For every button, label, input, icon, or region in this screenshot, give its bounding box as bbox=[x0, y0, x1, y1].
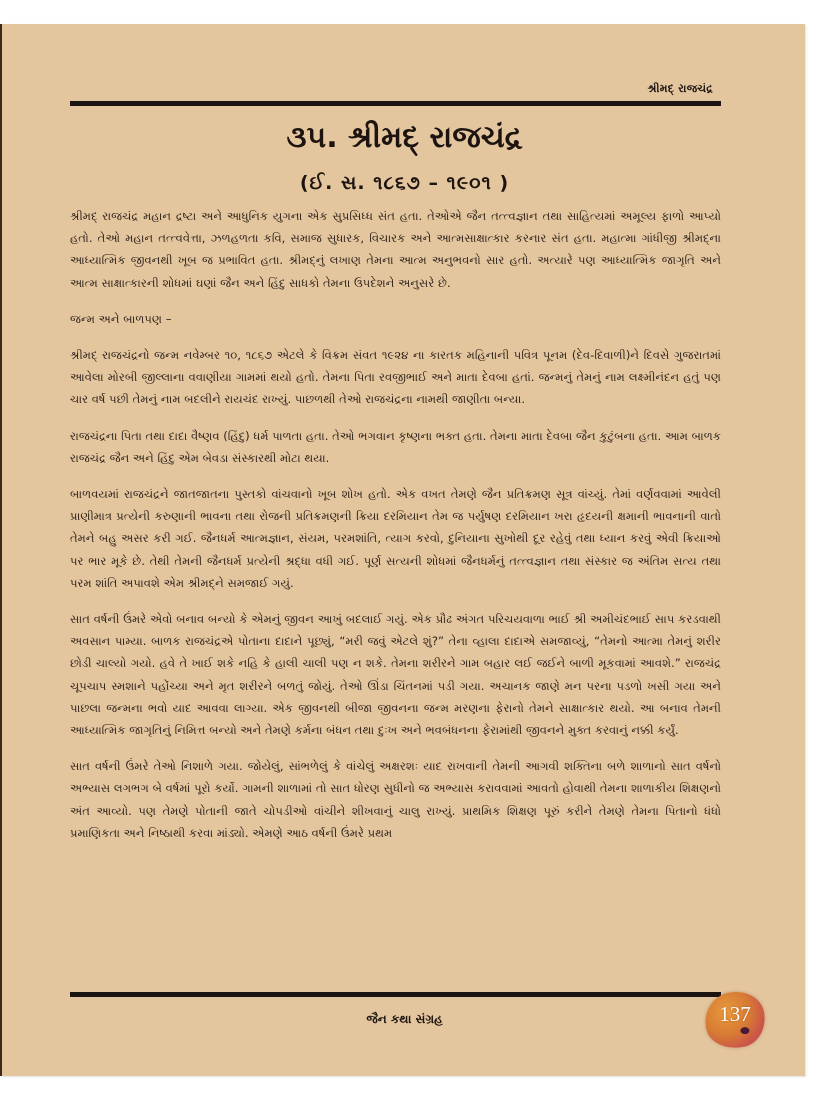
chapter-dates: (ઈ. સ. ૧૮૬૭ – ૧૯૦૧ ) bbox=[299, 172, 510, 194]
paragraph: સાત વર્ષની ઉંમરે એવો બનાવ બન્યો કે એમનું જીવન આખું બદલાઈ ગયું. એક પ્રૌઢ અંગત પરિચયવાળા ભાઈ શ્રી અમીચંદભાઈ સાપ કરડવાથી અવસાન પામ્યા. બાળક રાજચંદ્રએ પોતાના દાદાને પૂછ્યું, “મરી જવું એટલે શું?” તેના વ્હાલા દાદાએ સમજાવ્યું, “તેમનો આત્મા તેમનું શરીર છોડી ચાલ્યો ગયો. હવે તે ખાઈ શકે નહિ કે હાલી ચાલી પણ ન શકે. તેમના શરીરને ગામ બહાર લઈ જઈને બાળી મૂકવામાં આવશે.” રાજચંદ્ર ચૂપચાપ સ્મશાને પહોંચ્યા અને મૃત શરીરને બળતું જોયું. તેઓ ઊંડા ચિંતનમાં પડી ગયા. અચાનક જાણે મન પરના પડળો ખસી ગયા અને પાછલા જન્મના ભવો યાદ આવવા લાગ્યા. એક જીવનથી બીજા જીવનના જન્મ મરણના ફેરાનો તેમને સાક્ષાત્કાર થયો. આ બનાવ તેમની આધ્યાત્મિક જાગૃતિનું નિમિત્ત બન્યો અને તેમણે કર્મના બંધન તથા દુઃખ અને ભવબંધનના ફેરામાંથી જીવનને મુક્ત કરવાનું નક્કી કર્યું. bbox=[70, 612, 721, 738]
paragraph: સાત વર્ષની ઉંમરે તેઓ નિશાળે ગયા. જોયેલું, સાંભળેલું કે વાંચેલું અક્ષરશઃ યાદ રાખવાની તેમની આગવી શક્તિના બળે શાળાનો સાત વર્ષનો અભ્યાસ લગભગ બે વર્ષમાં પૂરો કર્યો. ગામની શાળામાં તો સાત ધોરણ સુધીનો જ અભ્યાસ કરાવવામાં આવતો હોવાથી તેમના શાળાકીય શિક્ષણનો અંત આવ્યો. પણ તેમણે પોતાની જાતે ચોપડીઓ વાંચીને શીખવાનું ચાલુ રાખ્યું. પ્રાથમિક શિક્ષણ પૂરું કરીને તેમણે તેમના પિતાનો ધંધો પ્રમાણિકતા અને નિષ્ઠાથી કરવા માંડ્યો. એમણે આઠ વર્ષની ઉંમરે પ્રથમ bbox=[70, 759, 721, 840]
footer-rule bbox=[70, 992, 721, 997]
running-header-title: શ્રીમદ્ રાજચંદ્ર bbox=[647, 82, 713, 95]
paragraph: રાજચંદ્રના પિતા તથા દાદા વૈષ્ણવ (હિંદુ) ધર્મ પાળતા હતા. તેઓ ભગવાન કૃષ્ણના ભક્ત હતા. તેમના માતા દેવબા જૈન કુટુંબના હતા. આમ બાળક રાજચંદ્ર જૈન અને હિંદુ એમ બેવડા સંસ્કારથી મોટા થયા. bbox=[70, 428, 721, 465]
book-page bbox=[0, 24, 805, 1076]
intro-paragraph: શ્રીમદ્ રાજચંદ્ર મહાન દ્રષ્ટા અને આધુનિક યુગના એક સુપ્રસિધ્ધ સંત હતા. તેઓએ જૈન તત્ત્વજ્ઞાન તથા સાહિત્યમાં અમૂલ્ય ફાળો આપ્યો હતો. તેઓ મહાન તત્ત્વવેત્તા, ઝળહળતા કવિ, સમાજ સુધારક, વિચારક અને આત્મસાક્ષાત્કાર કરનાર સંત હતા. મહાત્મા ગાંધીજી શ્રીમદ્ના આધ્યાત્મિક જીવનથી ખૂબ જ પ્રભાવિત હતા. શ્રીમદ્નું લખાણ તેમના આત્મ અનુભવનો સાર હતો. અત્યારે પણ આધ્યાત્મિક જાગૃતિ અને આત્મ સાક્ષાત્કારની શોધમાં ઘણાં જૈન અને હિંદુ સાધકો તેમના ઉપદેશને અનુસરે છે. bbox=[70, 209, 721, 290]
page-number: 137 bbox=[719, 1002, 751, 1026]
section-heading: જન્મ અને બાળપણ – bbox=[70, 311, 172, 326]
header-rule bbox=[70, 101, 721, 106]
paragraph: શ્રીમદ્ રાજચંદ્રનો જન્મ નવેમ્બર ૧૦, ૧૮૬૭ એટલે કે વિક્રમ સંવત ૧૯૨૪ ના કારતક મહિનાની પવિત્ર પૂનમ (દેવ-દિવાળી)ને દિવસે ગુજરાતમાં આવેલા મોરબી જીલ્લાના વવાણીયા ગામમાં થયો હતો. તેમના પિતા રવજીભાઈ અને માતા દેવબા હતાં. જન્મનું તેમનું નામ લક્ષ્મીનંદન હતું પણ ચાર વર્ષ પછી તેમનું નામ બદલીને રાયચંદ રાખ્યું. પાછળથી તેઓ રાજચંદ્રના નામથી જાણીતા બન્યા. bbox=[70, 348, 721, 407]
paragraph: બાળવયમાં રાજચંદ્રને જાતજાતના પુસ્તકો વાંચવાનો ખૂબ શોખ હતો. એક વખત તેમણે જૈન પ્રતિક્રમણ સૂત્ર વાંચ્યું. તેમાં વર્ણવવામાં આવેલી પ્રાણીમાત્ર પ્રત્યેની કરુણાની ભાવના તથા રોજની પ્રતિક્રમણની ક્રિયા દરમિયાન તેમ જ પર્યુષણ દરમિયાન ખરા હૃદયની ક્ષમાની ભાવનાની વાતો તેમને બહુ અસર કરી ગઈ. જૈનધર્મ આત્મજ્ઞાન, સંયમ, પરમશાંતિ, ત્યાગ કરવો, દુનિયાના સુખોથી દૂર રહેવું તથા ધ્યાન કરવું એવી ક્રિયાઓ પર ભાર મૂકે છે. તેથી તેમની જૈનધર્મ પ્રત્યેની શ્રદ્ધા વધી ગઈ. પૂર્ણ સત્યની શોધમાં જૈનધર્મનું તત્ત્વજ્ઞાન તથા સંસ્કાર જ અંતિમ સત્ય તથા પરમ શાંતિ અપાવશે એમ શ્રીમદ્ને સમજાઈ ગયું. bbox=[70, 487, 721, 590]
chapter-title: ૩૫. શ્રીમદ્ રાજચંદ્ર bbox=[286, 120, 523, 155]
leaf-spot bbox=[740, 1027, 749, 1034]
chapter-body bbox=[70, 205, 721, 858]
footer-book-title: જૈન કથા સંગ્રહ bbox=[366, 1012, 443, 1026]
